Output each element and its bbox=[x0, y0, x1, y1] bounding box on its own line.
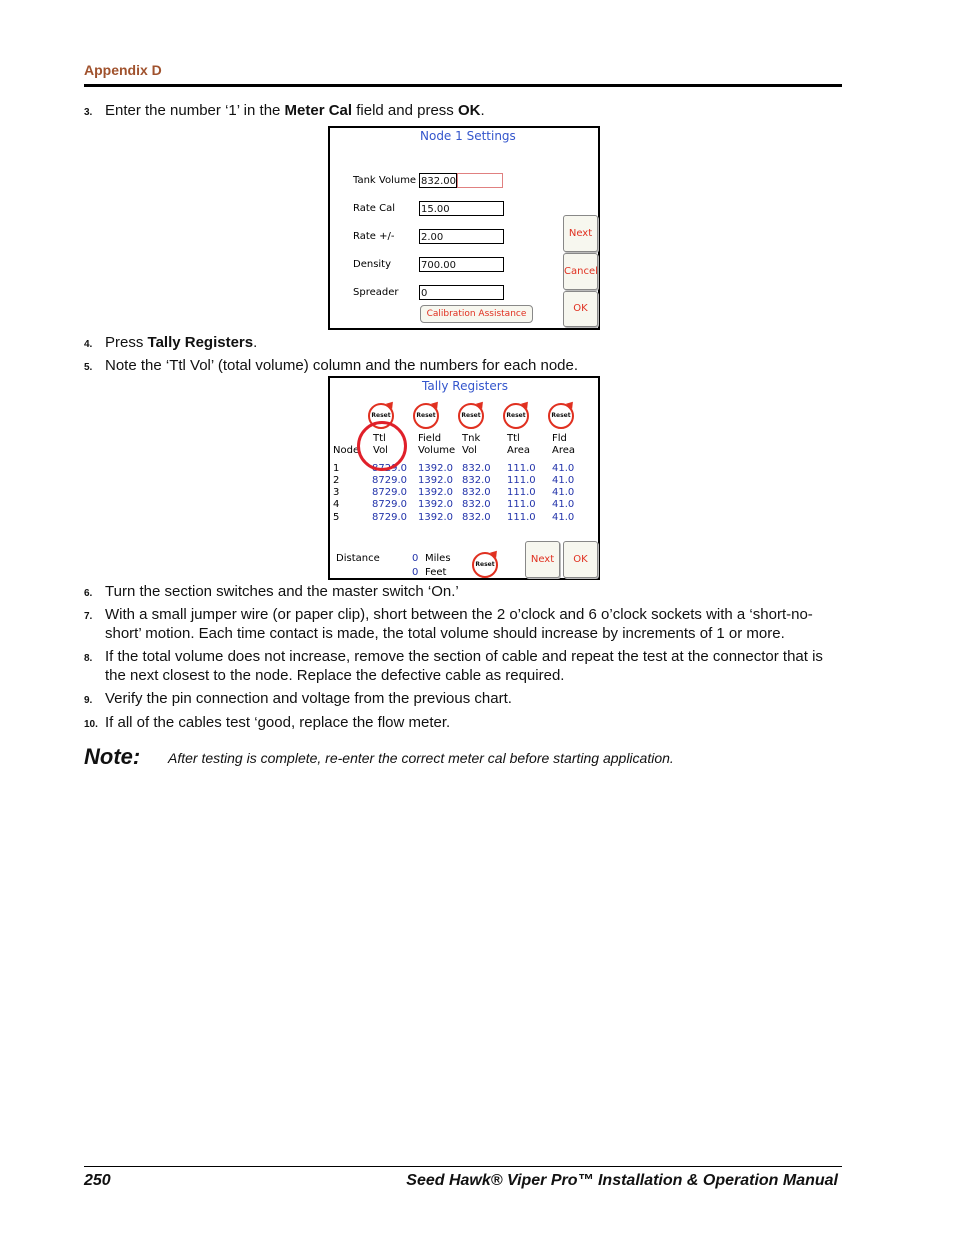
step-text: Press bbox=[105, 334, 148, 351]
step-text: . bbox=[480, 102, 485, 119]
step-text: If the total volume does not increase, remove the section of cable and repeat the test at the connector that is the next closest to the node. Replace the defective cable as required. bbox=[105, 648, 823, 684]
step-text: Turn the section switches and the master switch ‘On.’ bbox=[105, 583, 459, 600]
rate-cal-input[interactable]: 15.00 bbox=[419, 201, 504, 216]
node-number: 5 bbox=[333, 512, 340, 523]
step-text: If all of the cables test ‘good, replace the flow meter. bbox=[105, 714, 451, 731]
table-cell: 1392.0 bbox=[418, 487, 453, 498]
step-number: 9. bbox=[84, 695, 93, 706]
step-text: Verify the pin connection and voltage from the previous chart. bbox=[105, 690, 512, 707]
field-label: Rate +/- bbox=[353, 231, 395, 242]
next-button[interactable]: Next bbox=[525, 541, 560, 578]
table-cell: 8729.0 bbox=[372, 499, 407, 510]
screen-title: Node 1 Settings bbox=[420, 129, 516, 143]
column-header-field-volume: Field Volume bbox=[418, 433, 456, 456]
ok-button[interactable]: OK bbox=[563, 541, 598, 578]
step-5 bbox=[84, 356, 844, 375]
step-number: 8. bbox=[84, 653, 93, 664]
step-text: With a small jumper wire (or paper clip), short between the 2 o’clock and 6 o’clock sockets with a ‘short-no-short’ motion. Each time contact is made, the total volume should increase by increments of 1 or more. bbox=[105, 606, 813, 642]
table-cell: 41.0 bbox=[552, 512, 575, 523]
reset-fld-area-button[interactable]: Reset bbox=[548, 403, 574, 429]
table-cell: 111.0 bbox=[507, 512, 536, 523]
calibration-assistance-button[interactable]: Calibration Assistance bbox=[420, 305, 533, 323]
page-number: 250 bbox=[84, 1172, 111, 1189]
table-cell: 832.0 bbox=[462, 512, 491, 523]
column-header-ttl-area: Ttl Area bbox=[507, 433, 531, 456]
screen-title: Tally Registers bbox=[422, 379, 508, 393]
tally-registers-screen bbox=[328, 376, 600, 580]
field-label: Tank Volume bbox=[353, 175, 417, 186]
tank-volume-input[interactable]: 832.00 bbox=[419, 173, 457, 188]
step-number: 4. bbox=[84, 339, 93, 350]
feet-unit: Feet bbox=[425, 567, 447, 578]
step-bold: Tally Registers bbox=[147, 334, 254, 351]
miles-value: 0 bbox=[412, 553, 419, 564]
table-cell: 832.0 bbox=[462, 499, 491, 510]
step-number: 6. bbox=[84, 588, 93, 599]
highlight-circle bbox=[357, 421, 407, 471]
step-3 bbox=[84, 101, 844, 120]
node-column-header: Node bbox=[333, 445, 360, 456]
node-number: 3 bbox=[333, 487, 340, 498]
table-cell: 41.0 bbox=[552, 499, 575, 510]
rate-tolerance-input[interactable]: 2.00 bbox=[419, 229, 504, 244]
table-cell: 8729.0 bbox=[372, 463, 407, 474]
ok-button[interactable]: OK bbox=[563, 291, 598, 327]
footer-rule bbox=[84, 1166, 842, 1167]
table-cell: 41.0 bbox=[552, 487, 575, 498]
tank-volume-highlight bbox=[457, 173, 503, 188]
table-cell: 1392.0 bbox=[418, 463, 453, 474]
step-number: 5. bbox=[84, 362, 93, 373]
feet-value: 0 bbox=[412, 567, 419, 578]
table-cell: 111.0 bbox=[507, 475, 536, 486]
node-number: 4 bbox=[333, 499, 340, 510]
step-number: 3. bbox=[84, 107, 93, 118]
table-cell: 8729.0 bbox=[372, 475, 407, 486]
step-10 bbox=[84, 713, 844, 732]
column-header-tnk-vol: Tnk Vol bbox=[462, 433, 481, 456]
table-cell: 8729.0 bbox=[372, 487, 407, 498]
manual-title: Seed Hawk® Viper Pro™ Installation & Operation Manual bbox=[406, 1172, 838, 1189]
field-label: Spreader bbox=[353, 287, 399, 298]
step-text: Enter the number ‘1’ in the bbox=[105, 102, 285, 119]
step-6 bbox=[84, 582, 844, 601]
table-cell: 41.0 bbox=[552, 475, 575, 486]
reset-distance-button[interactable]: Reset bbox=[472, 552, 498, 578]
table-cell: 1392.0 bbox=[418, 475, 453, 486]
column-header-ttl-vol: Ttl Vol bbox=[373, 433, 388, 456]
reset-tnk-vol-button[interactable]: Reset bbox=[458, 403, 484, 429]
table-cell: 832.0 bbox=[462, 487, 491, 498]
step-number: 10. bbox=[84, 719, 98, 730]
step-4 bbox=[84, 333, 844, 352]
density-input[interactable]: 700.00 bbox=[419, 257, 504, 272]
step-text: . bbox=[253, 334, 258, 351]
spreader-input[interactable]: 0 bbox=[419, 285, 504, 300]
step-8 bbox=[84, 647, 844, 685]
table-cell: 1392.0 bbox=[418, 499, 453, 510]
table-cell: 1392.0 bbox=[418, 512, 453, 523]
column-header-fld-area: Fld Area bbox=[552, 433, 576, 456]
distance-label: Distance bbox=[336, 553, 380, 564]
step-bold: Meter Cal bbox=[284, 102, 353, 119]
step-7 bbox=[84, 605, 844, 643]
header-rule bbox=[84, 84, 842, 87]
step-text: field and press bbox=[352, 102, 458, 119]
node-settings-screen bbox=[328, 126, 600, 330]
table-cell: 111.0 bbox=[507, 487, 536, 498]
node-number: 2 bbox=[333, 475, 340, 486]
table-cell: 111.0 bbox=[507, 499, 536, 510]
table-cell: 832.0 bbox=[462, 463, 491, 474]
node-number: 1 bbox=[333, 463, 340, 474]
step-text: Note the ‘Ttl Vol’ (total volume) column and the numbers for each node. bbox=[105, 357, 579, 374]
reset-ttl-vol-button[interactable]: Reset bbox=[368, 403, 394, 429]
step-9 bbox=[84, 689, 844, 708]
cancel-button[interactable]: Cancel bbox=[563, 253, 598, 290]
field-label: Rate Cal bbox=[353, 203, 395, 214]
section-header: Appendix D bbox=[84, 62, 162, 78]
table-cell: 111.0 bbox=[507, 463, 536, 474]
miles-unit: Miles bbox=[425, 553, 451, 564]
reset-ttl-area-button[interactable]: Reset bbox=[503, 403, 529, 429]
reset-field-volume-button[interactable]: Reset bbox=[413, 403, 439, 429]
note-text: After testing is complete, re-enter the correct meter cal before starting application. bbox=[168, 750, 674, 766]
step-number: 7. bbox=[84, 611, 93, 622]
note-label: Note: bbox=[84, 744, 141, 769]
table-cell: 41.0 bbox=[552, 463, 575, 474]
next-button[interactable]: Next bbox=[563, 215, 598, 252]
field-label: Density bbox=[353, 259, 392, 270]
table-cell: 832.0 bbox=[462, 475, 491, 486]
step-bold: OK bbox=[457, 102, 481, 119]
table-cell: 8729.0 bbox=[372, 512, 407, 523]
